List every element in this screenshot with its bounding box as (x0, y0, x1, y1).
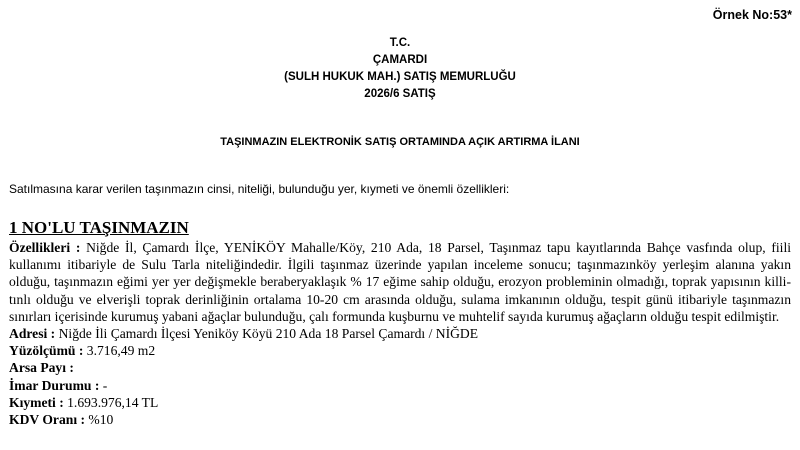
property-area (9, 342, 791, 359)
header-line-district: ÇAMARDI (372, 54, 428, 66)
area-value: 3.716,49 m2 (83, 343, 156, 359)
property-heading: 1 NO'LU TAŞINMAZIN (9, 218, 189, 237)
vat-label: KDV Oranı : (9, 412, 86, 428)
property-address (9, 325, 791, 342)
land-share-label: Arsa Payı : (9, 360, 74, 376)
zoning-value: - (99, 377, 108, 393)
intro-text: Satılmasına karar verilen taşınmazın cinsi, niteliği, bulunduğu yer, kıymeti ve önemli özellikleri: (9, 182, 510, 196)
property-section (9, 218, 791, 428)
office-header (0, 35, 800, 103)
features-label: Özellikleri : (9, 240, 81, 255)
address-value: Niğde İli Çamardı İlçesi Yeniköy Köyü 210 Ada 18 Parsel Çamardı / NİĞDE (55, 326, 479, 342)
value-label: Kıymeti : (9, 394, 64, 410)
address-label: Adresi : (9, 326, 56, 342)
header-line-tc: T.C. (389, 37, 411, 49)
property-vat-rate (9, 411, 791, 428)
zoning-label: İmar Durumu : (9, 377, 100, 393)
sample-number: Örnek No:53* (712, 8, 792, 22)
property-value (9, 394, 791, 411)
area-label: Yüzölçümü : (9, 343, 84, 359)
property-features (9, 239, 791, 325)
notice-title: TAŞINMAZIN ELEKTRONİK SATIŞ ORTAMINDA AÇIK ARTIRMA İLANI (220, 136, 580, 148)
property-land-share (9, 359, 791, 376)
header-line-office: (SULH HUKUK MAH.) SATIŞ MEMURLUĞU (284, 71, 516, 83)
property-zoning (9, 377, 791, 394)
vat-value: %10 (85, 412, 114, 428)
features-text: Niğde İl, Çamardı İlçe, YENİKÖY Mahalle/Köy, 210 Ada, 18 Parsel, Taşınmaz tapu kayıtlarında Bahçe vasfında olup, fiili kullanımı itibariyle de Sulu Tarla niteliğindedir. İlgili taşınmaz üzerinde yapılan inceleme sonucu; taşınmazınköy yerleşim alanına yakın olduğu, taşınmazın eğimi yer yer değişmekle beraberyaklaşık % 17 eğime sahip olduğu, erozyon probleminin olmadığı, toprak yapısının killi-tınlı olduğu ve elverişli toprak derinliğinin ortalama 10-20 cm arasında olduğu, sulama imkanının olduğu, tespit günü itibariyle taşınmazın sınırları içerisinde kurumuş yabani ağaçlar bulunduğu, çalı formunda kuşburnu ve muhtelif sayıda kurumuş ağaçların olduğu tespit edilmiştir. (9, 240, 792, 324)
value-amount: 1.693.976,14 TL (63, 394, 159, 410)
header-line-file-no: 2026/6 SATIŞ (364, 88, 436, 100)
